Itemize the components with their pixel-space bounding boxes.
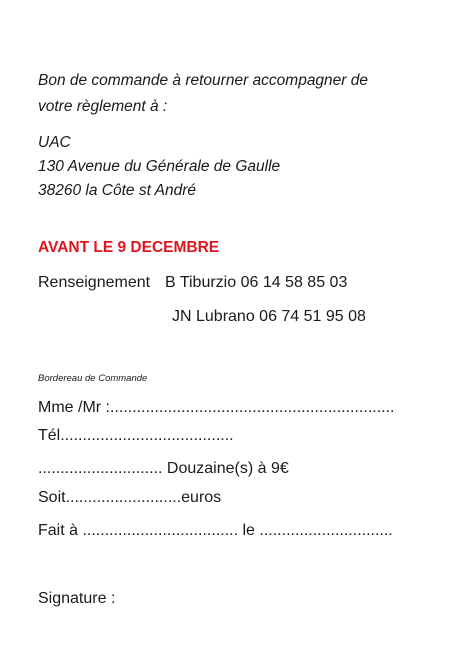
- contact-label: Renseignement: [38, 274, 151, 291]
- address-street: 130 Avenue du Générale de Gaulle: [38, 158, 281, 175]
- total-field[interactable]: Soit..........................euros: [38, 489, 222, 506]
- contact-row-1: [38, 274, 347, 292]
- address-name: UAC: [38, 134, 71, 151]
- contact-2: JN Lubrano 06 74 51 95 08: [172, 308, 366, 325]
- name-field[interactable]: Mme /Mr :................................................................: [38, 399, 395, 416]
- quantity-field[interactable]: ............................ Douzaine(s) à 9€: [38, 460, 289, 477]
- place-date-field[interactable]: Fait à ................................... le ..............................: [38, 522, 393, 539]
- signature-field[interactable]: Signature :: [38, 590, 116, 607]
- contact-1: B Tiburzio 06 14 58 85 03: [164, 274, 348, 291]
- intro-line-1: Bon de commande à retourner accompagner de: [38, 72, 369, 89]
- intro-line-2: votre règlement à :: [38, 98, 168, 115]
- address-city: 38260 la Côte st André: [38, 182, 196, 199]
- deadline-notice: AVANT LE 9 DECEMBRE: [38, 239, 220, 256]
- form-title: Bordereau de Commande: [38, 373, 148, 384]
- phone-field[interactable]: Tél.......................................: [38, 427, 234, 444]
